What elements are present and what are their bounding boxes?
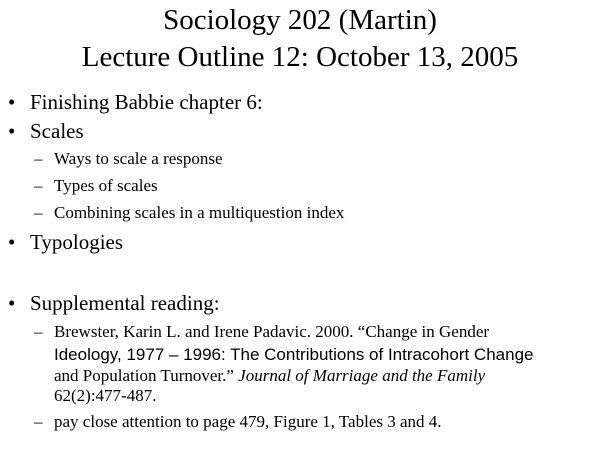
reference-citation-line-3	[54, 366, 485, 386]
sub-item-combining-scales	[34, 203, 344, 223]
sub-item-text: Types of scales	[54, 176, 158, 195]
reference-citation-line-1	[34, 322, 489, 342]
reference-text: Brewster, Karin L. and Irene Padavic. 2000. “Change in Gender	[54, 322, 490, 341]
dash-marker: –	[34, 203, 43, 222]
dash-marker: –	[34, 176, 43, 195]
bullet-marker: •	[8, 119, 16, 143]
sub-item-text: Ways to scale a response	[54, 149, 223, 168]
bullet-finishing-babbie	[8, 90, 263, 114]
bullet-text: Supplemental reading:	[30, 291, 220, 315]
sub-item-attention-note	[34, 412, 442, 432]
sub-item-text: pay close attention to page 479, Figure 1, Tables 3 and 4.	[54, 412, 442, 431]
reference-citation-line-2: Ideology, 1977 – 1996: The Contributions of Intracohort Change	[54, 345, 534, 364]
reference-citation-line-4: 62(2):477-487.	[54, 386, 157, 405]
reference-text: and Population Turnover.”	[54, 366, 239, 385]
journal-title: Journal of Marriage and the Family	[238, 366, 486, 385]
bullet-marker: •	[8, 291, 16, 315]
bullet-text: Finishing Babbie chapter 6:	[30, 90, 263, 114]
sub-item-ways-to-scale	[34, 149, 223, 169]
bullet-marker: •	[8, 230, 16, 254]
dash-marker: –	[34, 322, 43, 341]
sub-item-types-of-scales	[34, 176, 158, 196]
bullet-supplemental-reading	[8, 291, 220, 315]
bullet-marker: •	[8, 90, 16, 114]
title-line-1: Sociology 202 (Martin)	[163, 4, 437, 36]
slide-title	[0, 2, 600, 76]
bullet-scales	[8, 119, 84, 143]
title-line-2: Lecture Outline 12: October 13, 2005	[81, 41, 519, 73]
bullet-typologies	[8, 230, 123, 254]
sub-item-text: Combining scales in a multiquestion index	[54, 203, 345, 222]
bullet-text: Scales	[30, 119, 84, 143]
bullet-text: Typologies	[30, 230, 124, 254]
dash-marker: –	[34, 412, 43, 431]
dash-marker: –	[34, 149, 43, 168]
